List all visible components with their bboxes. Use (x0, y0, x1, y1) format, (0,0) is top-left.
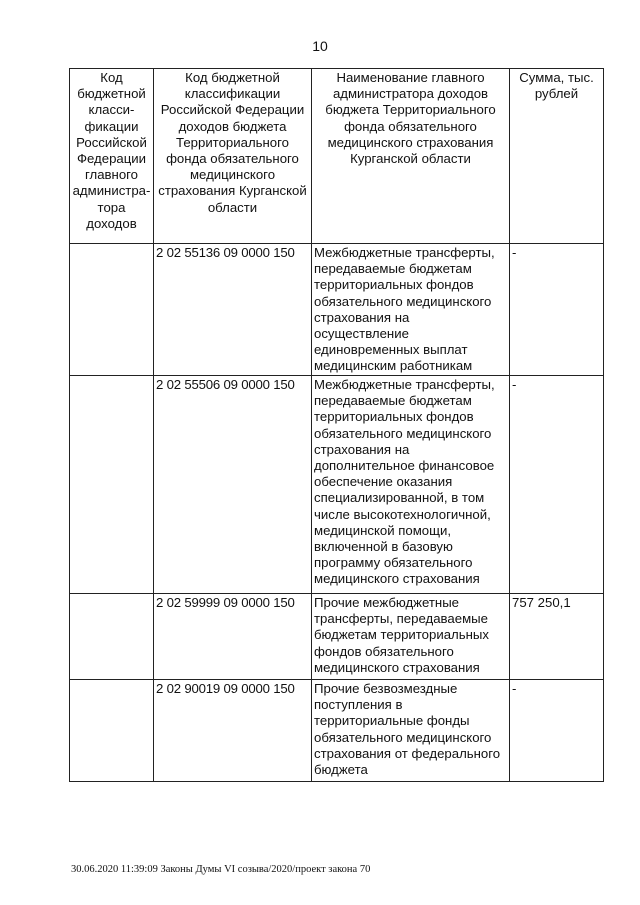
admin-code-cell (70, 376, 154, 594)
table-row (70, 680, 604, 782)
sum-cell: 757 250,1 (510, 594, 604, 680)
budget-code-cell: 2 02 59999 09 0000 150 (154, 594, 312, 680)
name-cell: Межбюджетные трансферты, передаваемые бюджетам территориальных фондов обязательного медицинского страхования на осуществление единовременных выплат медицинским работникам (312, 244, 510, 376)
revenue-table (69, 68, 604, 782)
table-row (70, 244, 604, 376)
name-cell: Прочие безвозмездные поступления в территориальные фонды обязательного медицинского страхования от федерального бюджета (312, 680, 510, 782)
budget-code-cell: 2 02 55136 09 0000 150 (154, 244, 312, 376)
table-header-row (70, 69, 604, 244)
header-admin-name: Наименование главного администратора доходов бюджета Территориального фонда обязательного медицинского страхования Курганской области (312, 69, 510, 244)
table-row (70, 376, 604, 594)
budget-code-cell: 2 02 55506 09 0000 150 (154, 376, 312, 594)
name-cell: Прочие межбюджетные трансферты, передаваемые бюджетам территориальных фондов обязательного медицинского страхования (312, 594, 510, 680)
header-sum: Сумма, тыс. рублей (510, 69, 604, 244)
admin-code-cell (70, 680, 154, 782)
budget-code-cell: 2 02 90019 09 0000 150 (154, 680, 312, 782)
page-number: 10 (312, 38, 328, 54)
name-cell: Межбюджетные трансферты, передаваемые бюджетам территориальных фондов обязательного медицинского страхования на дополнительное финансовое обеспечение оказания специализированной, в том числе высокотехнологичной, медицинской помощи, включенной в базовую программу обязательного медицинского страхования (312, 376, 510, 594)
document-footer: 30.06.2020 11:39:09 Законы Думы VI созыва/2020/проект закона 70 (71, 864, 371, 875)
table-row (70, 594, 604, 680)
admin-code-cell (70, 594, 154, 680)
sum-cell: - (510, 680, 604, 782)
sum-cell: - (510, 376, 604, 594)
sum-cell: - (510, 244, 604, 376)
header-budget-code: Код бюджетной классификации Российской Федерации доходов бюджета Территориального фонда обязательного медицинского страхования Курганской области (154, 69, 312, 244)
admin-code-cell (70, 244, 154, 376)
header-admin-code: Код бюджетной класси-фикации Российской Федерации главного администра-тора доходов (70, 69, 154, 244)
